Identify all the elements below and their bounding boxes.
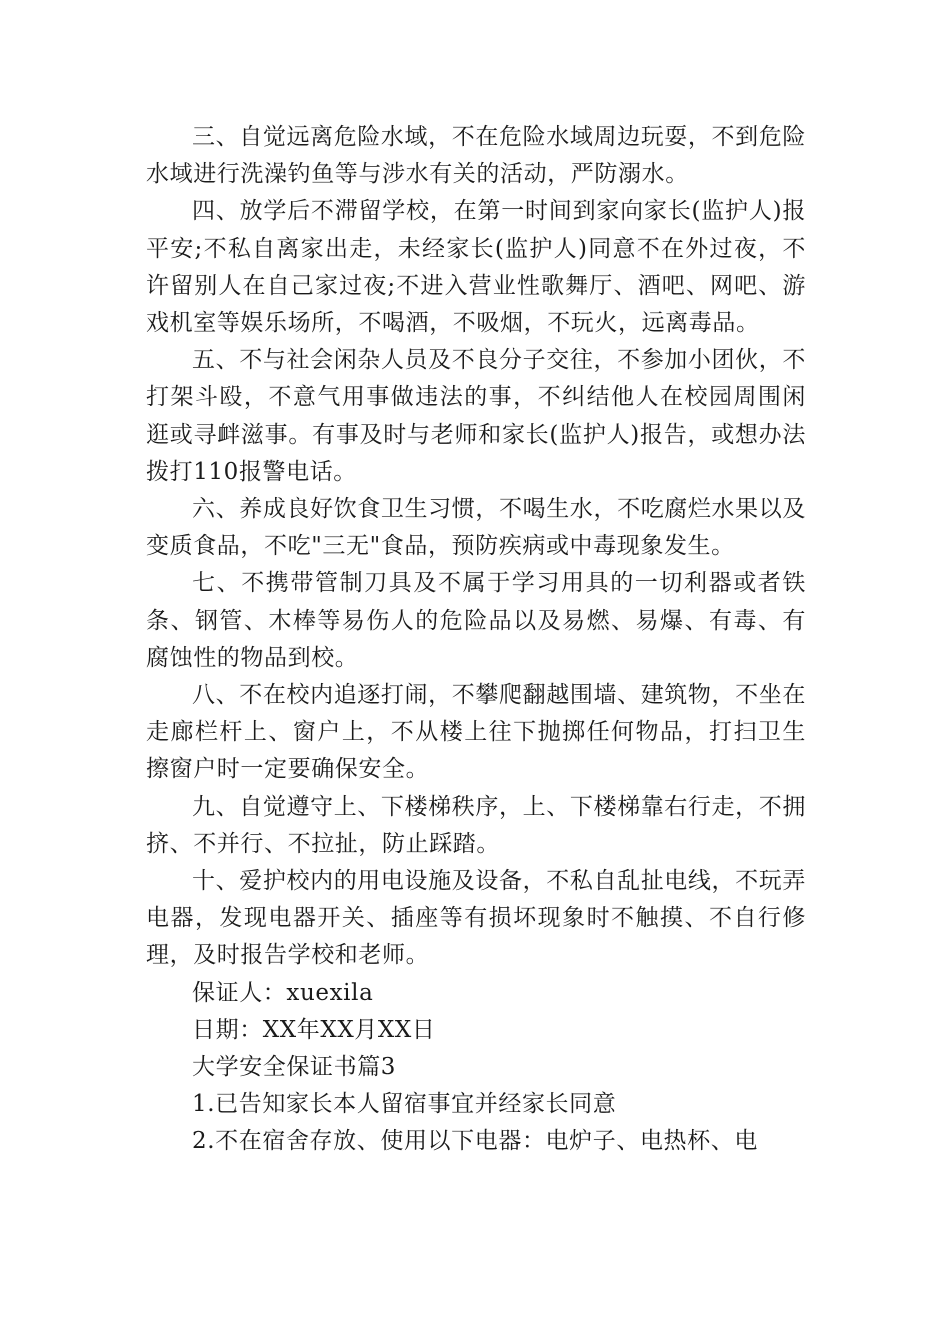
paragraph-6: 六、养成良好饮食卫生习惯，不喝生水，不吃腐烂水果以及变质食品，不吃"三无"食品，预防疾病或中毒现象发生。	[146, 496, 806, 560]
date-line: 日期：XX年XX月XX日	[192, 1016, 436, 1043]
list-item: 1.已告知家长本人留宿事宜并经家长同意	[192, 1091, 617, 1118]
list-item: 2.不在宿舍存放、使用以下电器：电炉子、电热杯、电	[192, 1128, 758, 1155]
guarantor-line: 保证人：xuexila	[192, 979, 374, 1006]
paragraph-10: 十、爱护校内的用电设施及设备，不私自乱扯电线，不玩弄电器，发现电器开关、插座等有损坏现象时不触摸、不自行修理，及时报告学校和老师。	[146, 868, 806, 969]
paragraph-7: 七、不携带管制刀具及不属于学习用具的一切利器或者铁条、钢管、木棒等易伤人的危险品以及易燃、易爆、有毒、有腐蚀性的物品到校。	[146, 570, 806, 671]
paragraph-5: 五、不与社会闲杂人员及不良分子交往，不参加小团伙，不打架斗殴，不意气用事做违法的事，不纠结他人在校园周围闲逛或寻衅滋事。有事及时与老师和家长(监护人)报告，或想办法拨打110报警电话。	[146, 347, 806, 485]
document-page	[146, 119, 806, 1161]
paragraph-9: 九、自觉遵守上、下楼梯秩序，上、下楼梯靠右行走，不拥挤、不并行、不拉扯，防止踩踏。	[146, 793, 806, 857]
paragraph-3: 三、自觉远离危险水域，不在危险水域周边玩耍，不到危险水域进行洗澡钓鱼等与涉水有关的活动，严防溺水。	[146, 124, 806, 188]
paragraph-8: 八、不在校内追逐打闹，不攀爬翻越围墙、建筑物，不坐在走廊栏杆上、窗户上，不从楼上往下抛掷任何物品，打扫卫生擦窗户时一定要确保安全。	[146, 682, 806, 783]
paragraph-4: 四、放学后不滞留学校，在第一时间到家向家长(监护人)报平安;不私自离家出走，未经家长(监护人)同意不在外过夜，不许留别人在自己家过夜;不进入营业性歌舞厅、酒吧、网吧、游戏机室等娱乐场所，不喝酒，不吸烟，不玩火，远离毒品。	[146, 198, 806, 337]
section-title: 大学安全保证书篇3	[192, 1054, 397, 1081]
